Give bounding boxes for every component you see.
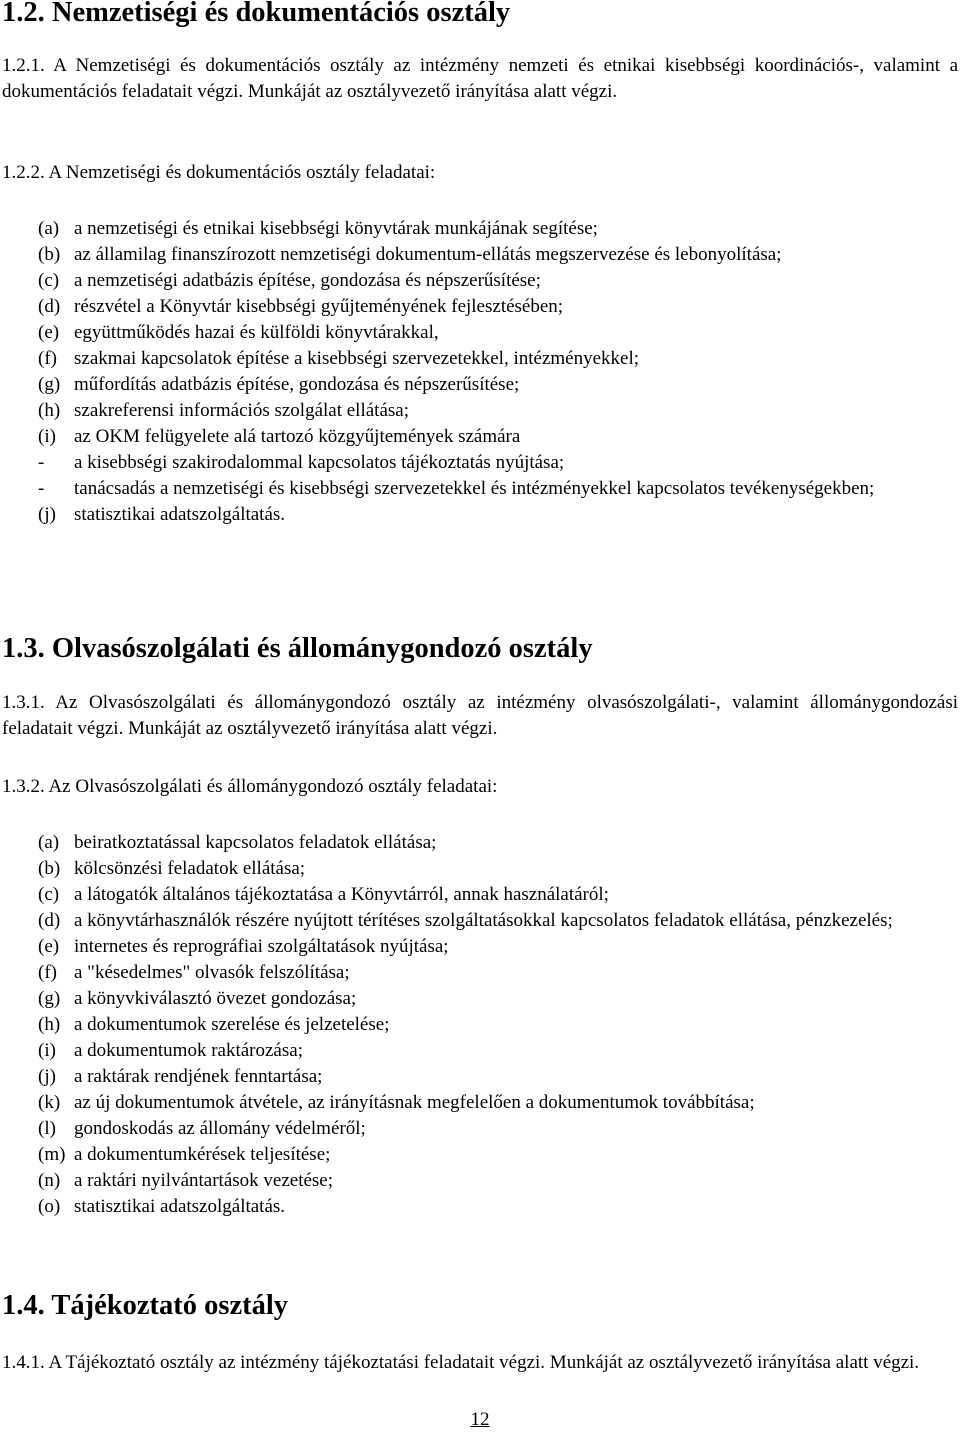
list-item-marker: (g) — [38, 374, 61, 395]
list-item-text: a könyvkiválasztó övezet gondozása; — [74, 988, 357, 1009]
list-item-marker: (f) — [38, 348, 57, 369]
list-item-marker: (n) — [38, 1170, 61, 1191]
list-item-marker: (e) — [38, 322, 60, 343]
list-item-text: szakreferensi információs szolgálat ellátása; — [74, 400, 409, 421]
list-item — [38, 1142, 958, 1168]
list-item — [38, 320, 958, 346]
list-item-marker: (d) — [38, 910, 61, 931]
list-item-text: az OKM felügyelete alá tartozó közgyűjtemények számára — [74, 426, 521, 447]
list-item — [38, 986, 958, 1012]
paragraph-1-2-2: 1.2.2. A Nemzetiségi és dokumentációs osztály feladatai: — [2, 162, 436, 183]
list-item-text: együttműködés hazai és külföldi könyvtárakkal, — [74, 322, 439, 343]
list-item — [38, 1038, 958, 1064]
list-item-text: műfordítás adatbázis építése, gondozása és népszerűsítése; — [74, 374, 520, 395]
list-item-text: internetes és reprográfiai szolgáltatások nyújtása; — [74, 936, 449, 957]
list-item — [38, 882, 958, 908]
list-item-marker: - — [38, 478, 45, 499]
list-item-text: a dokumentumok szerelése és jelzetelése; — [74, 1014, 390, 1035]
list-item-text: részvétel a Könyvtár kisebbségi gyűjteményének fejlesztésében; — [74, 296, 564, 317]
list-item — [38, 502, 958, 528]
list-item — [38, 398, 958, 424]
list-1-3 — [38, 830, 958, 1220]
paragraph-1-3-2: 1.3.2. Az Olvasószolgálati és állománygondozó osztály feladatai: — [2, 776, 498, 797]
list-item-text: tanácsadás a nemzetiségi és kisebbségi szervezetekkel és intézményekkel kapcsolatos tevékenységekben; — [74, 478, 875, 499]
section-1-3-title: 1.3. Olvasószolgálati és állománygondozó osztály — [2, 633, 593, 664]
list-1-2 — [38, 216, 958, 528]
list-item-marker: (a) — [38, 218, 60, 239]
list-item-marker: (e) — [38, 936, 60, 957]
list-item — [38, 424, 958, 450]
list-item-marker: (h) — [38, 1014, 61, 1035]
list-item — [38, 476, 958, 502]
list-item-marker: (o) — [38, 1196, 61, 1217]
list-item — [38, 1168, 958, 1194]
list-item — [38, 242, 958, 268]
list-item-text: a kisebbségi szakirodalommal kapcsolatos tájékoztatás nyújtása; — [74, 452, 565, 473]
list-item-text: a nemzetiségi adatbázis építése, gondozása és népszerűsítése; — [74, 270, 541, 291]
list-item — [38, 1064, 958, 1090]
list-item — [38, 372, 958, 398]
list-item-text: a raktárak rendjének fenntartása; — [74, 1066, 323, 1087]
list-item-text: statisztikai adatszolgáltatás. — [74, 1196, 286, 1217]
list-item — [38, 1194, 958, 1220]
list-item-marker: (j) — [38, 1066, 56, 1087]
list-item-marker: (j) — [38, 504, 56, 525]
list-item-text: a nemzetiségi és etnikai kisebbségi könyvtárak munkájának segítése; — [74, 218, 598, 239]
list-item — [38, 856, 958, 882]
section-1-3-tasks-heading — [2, 774, 958, 800]
list-item — [38, 830, 958, 856]
list-item — [38, 294, 958, 320]
list-item-text: a könyvtárhasználók részére nyújtott térítéses szolgáltatásokkal kapcsolatos feladatok ellátása, pénzkezelés; — [74, 910, 893, 931]
section-1-2-title: 1.2. Nemzetiségi és dokumentációs osztály — [2, 0, 511, 28]
section-1-2 — [2, 0, 958, 26]
list-item — [38, 346, 958, 372]
list-item-marker: (b) — [38, 244, 61, 265]
list-item — [38, 934, 958, 960]
list-item-marker: (i) — [38, 1040, 56, 1061]
list-item-text: a látogatók általános tájékoztatása a Könyvtárról, annak használatáról; — [74, 884, 609, 905]
list-item — [38, 450, 958, 476]
section-1-3 — [2, 633, 958, 664]
list-item-text: gondoskodás az állomány védelméről; — [74, 1118, 366, 1139]
list-item-marker: (m) — [38, 1144, 66, 1165]
list-item — [38, 1116, 958, 1142]
section-1-4-title: 1.4. Tájékoztató osztály — [2, 1290, 289, 1321]
list-item-marker: (a) — [38, 832, 60, 853]
section-1-2-tasks-heading — [2, 160, 958, 186]
list-item-text: statisztikai adatszolgáltatás. — [74, 504, 286, 525]
list-item-text: a dokumentumok raktározása; — [74, 1040, 303, 1061]
list-item — [38, 960, 958, 986]
list-item-marker: (h) — [38, 400, 61, 421]
list-item-marker: (b) — [38, 858, 61, 879]
page-number: 12 — [470, 1409, 490, 1430]
list-item-marker: (g) — [38, 988, 61, 1009]
paragraph-1-3-1: 1.3.1. Az Olvasószolgálati és állománygondozó osztály az intézmény olvasószolgálati-, valamint állománygondozási feladatait végzi. Munkáját az osztályvezető irányítása alatt végzi. — [2, 692, 958, 739]
list-item-marker: (c) — [38, 884, 60, 905]
list-item-text: beiratkoztatással kapcsolatos feladatok ellátása; — [74, 832, 437, 853]
list-item-marker: (l) — [38, 1118, 56, 1139]
list-item-text: a dokumentumkérések teljesítése; — [74, 1144, 331, 1165]
list-item-text: az államilag finanszírozott nemzetiségi dokumentum-ellátás megszervezése és lebonyolítása; — [74, 244, 782, 265]
list-item — [38, 1012, 958, 1038]
section-1-2-intro — [2, 53, 958, 105]
list-item-marker: (k) — [38, 1092, 61, 1113]
list-item — [38, 216, 958, 242]
list-item-text: az új dokumentumok átvétele, az irányításnak megfelelően a dokumentumok továbbítása; — [74, 1092, 755, 1113]
list-item — [38, 1090, 958, 1116]
section-1-3-intro — [2, 690, 958, 742]
list-item-marker: (i) — [38, 426, 56, 447]
list-item-text: a "késedelmes" olvasók felszólítása; — [74, 962, 350, 983]
list-item-text: a raktári nyilvántartások vezetése; — [74, 1170, 334, 1191]
section-1-4 — [2, 1290, 958, 1321]
section-1-4-intro — [2, 1350, 958, 1376]
list-item-text: szakmai kapcsolatok építése a kisebbségi szervezetekkel, intézményekkel; — [74, 348, 640, 369]
list-item-marker: (d) — [38, 296, 61, 317]
list-item — [38, 908, 958, 934]
list-item-text: kölcsönzési feladatok ellátása; — [74, 858, 306, 879]
list-item-marker: (f) — [38, 962, 57, 983]
paragraph-1-2-1: 1.2.1. A Nemzetiségi és dokumentációs osztály az intézmény nemzeti és etnikai kisebbségi koordinációs-, valamint a dokumentációs feladatait végzi. Munkáját az osztályvezető irányítása alatt végzi. — [2, 55, 958, 102]
list-item — [38, 268, 958, 294]
list-item-marker: - — [38, 452, 45, 473]
list-item-marker: (c) — [38, 270, 60, 291]
paragraph-1-4-1: 1.4.1. A Tájékoztató osztály az intézmény tájékoztatási feladatait végzi. Munkáját az osztályvezető irányítása alatt végzi. — [2, 1352, 920, 1373]
